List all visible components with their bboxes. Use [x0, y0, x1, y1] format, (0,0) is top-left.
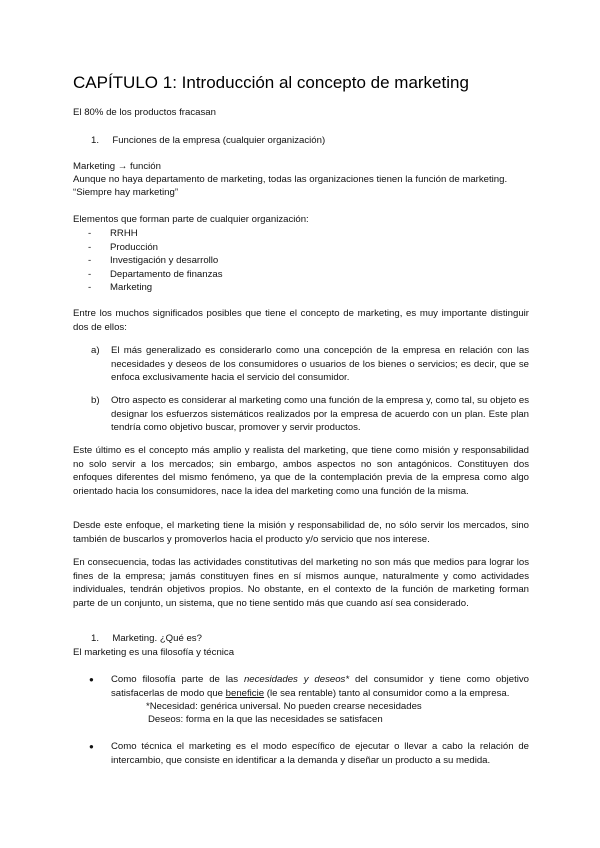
heading-text: Funciones de la empresa (cualquier organización)	[112, 135, 326, 146]
heading-text: Marketing. ¿Qué es?	[112, 633, 202, 644]
item-a-text: El más generalizado es considerarlo como una concepción de la empresa en relación con las necesidades y deseos de los consumidores o usuarios de los bienes o servicios; es decir, que se enfoca exclusivamente hacia el servicio del consumidor.	[111, 345, 529, 383]
necesidad-note: *Necesidad: genérica universal. No pueden crearse necesidades	[146, 701, 422, 712]
marketing-funcion-line: Marketing → función	[73, 161, 161, 172]
item-marker: b)	[91, 395, 100, 406]
list-item: - Investigación y desarrollo	[88, 255, 219, 266]
desde-paragraph: Desde este enfoque, el marketing tiene la misión y responsabilidad de, no sólo servir los mercados, sino también de buscarlos y promoverlos hacia el producto y/o servicio que nos interese.	[73, 520, 529, 545]
list-item: - Marketing	[88, 282, 153, 293]
este-ultimo-paragraph: Este último es el concepto más amplio y realista del marketing, que tiene como misión y responsabilidad no solo servir a los mercados; sin embargo, ambos aspectos no son antagónicos. Constituyen dos enfoques diferentes del mismo fenómeno, ya que de la contemplación previa de la empresa como algo orientado hacia los consumidores, nace la idea del marketing como una función de la misma.	[73, 445, 529, 497]
bullet-tecnica	[89, 740, 529, 767]
consecuencia-paragraph: En consecuencia, todas las actividades constitutivas del marketing no son más que medios para lograr los fines de la empresa; jamás constituyen fines en sí mismos aunque, naturalmente y como actividades individuales, tendrán objetivos propios. No obstante, en el contexto de la función de marketing forman parte de un conjunto, un sistema, que no tiene sentido más que cuando así sea considerado.	[73, 557, 529, 609]
bullet-filosofia	[89, 673, 529, 700]
item-a	[91, 344, 529, 385]
deseos-note: Deseos: forma en la que las necesidades se satisfacen	[148, 714, 383, 725]
bullet-tecnica-text: Como técnica el marketing es el modo específico de ejecutar o llevar a cabo la relación de intercambio, que consiste en identificar a la demanda y diseñar un producto a su medida.	[111, 741, 529, 766]
list-item: - Departamento de finanzas	[88, 268, 223, 280]
elementos-list	[88, 227, 223, 295]
item-b-text: Otro aspecto es considerar al marketing como una función de la empresa y, como tal, su objeto es designar los esfuerzos sistemáticos realizados por la empresa de acuerdo con un plan. Este plan tendría como objetivo buscar, promover y servir productos.	[111, 395, 529, 433]
aunque-line-1: Aunque no haya departamento de marketing, todas las organizaciones tienen la función de marketing.	[73, 174, 508, 185]
page-title: CAPÍTULO 1: Introducción al concepto de marketing	[73, 73, 469, 92]
filosofia-line: El marketing es una filosofía y técnica	[73, 647, 235, 658]
bullet-icon: ●	[89, 742, 94, 751]
heading-number: 1.	[91, 135, 100, 146]
list-item: - RRHH	[88, 228, 138, 239]
bullet-icon: ●	[89, 675, 94, 684]
section-heading-funciones	[91, 134, 325, 148]
heading-number: 1.	[91, 633, 100, 644]
item-marker: a)	[91, 345, 100, 356]
elementos-title: Elementos que forman parte de cualquier organización:	[73, 214, 309, 225]
bullet-filosofia-text: Como filosofía parte de las necesidades y deseos* del consumidor y tiene como objetivo satisfacerlas de modo que beneficie (le sea rentable) tanto al consumidor como a la empresa.	[111, 674, 529, 699]
aunque-line-2: “Siempre hay marketing”	[73, 187, 179, 198]
intro-text: El 80% de los productos fracasan	[73, 107, 216, 118]
list-item: - Producción	[88, 241, 158, 253]
item-b	[91, 394, 529, 435]
entre-paragraph: Entre los muchos significados posibles que tiene el concepto de marketing, es muy importante distinguir dos de ellos:	[73, 308, 529, 333]
section-heading-marketing	[91, 632, 202, 646]
